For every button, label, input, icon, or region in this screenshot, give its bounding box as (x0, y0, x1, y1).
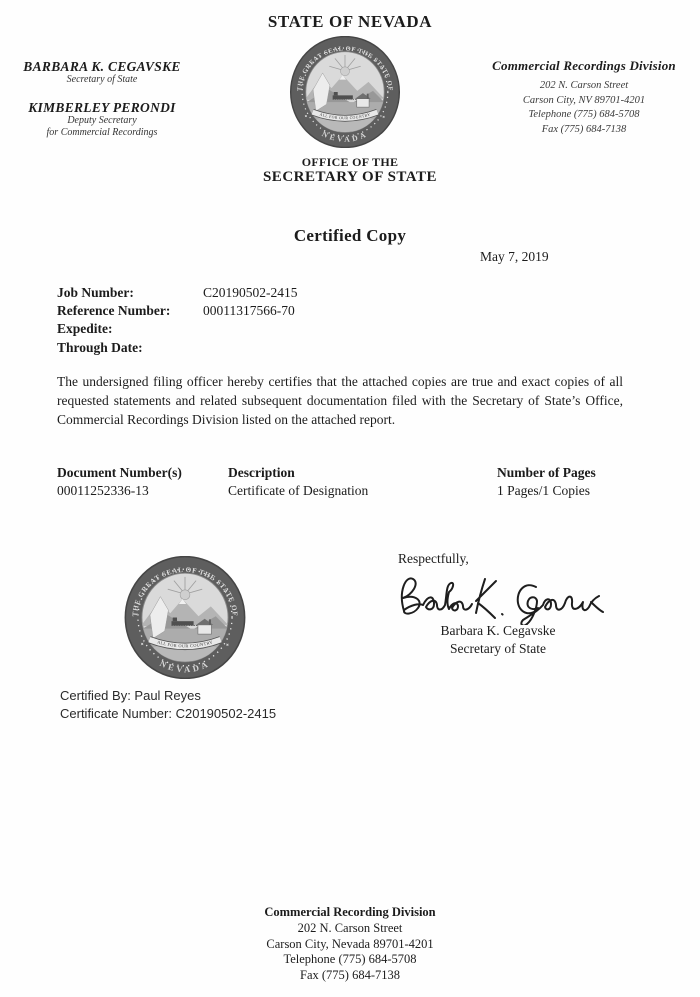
footer-division: Commercial Recording Division (264, 905, 436, 919)
division-address-line1: 202 N. Carson Street (539, 80, 629, 91)
field-row-reference-number (57, 302, 298, 320)
secretary-name: BARBARA K. CEGAVSKE (23, 59, 181, 74)
certified-by-block (60, 687, 276, 722)
state-title: STATE OF NEVADA (267, 12, 433, 31)
footer-address-line2: Carson City, Nevada 89701-4201 (266, 936, 434, 951)
field-row-through-date (57, 339, 298, 357)
secretary-title: Secretary of State (66, 74, 138, 85)
nevada-state-seal-top (289, 34, 401, 150)
secretary-of-state-line: SECRETARY OF STATE (262, 169, 438, 185)
table-header-document-number: Document Number(s) (57, 465, 182, 480)
table-cell-description: Certificate of Designation (228, 483, 369, 499)
table-cell-document-number: 00011252336-13 (57, 483, 149, 499)
footer-address-block (0, 905, 700, 984)
division-name: Commercial Recordings Division (492, 58, 676, 73)
footer-phone: Telephone (775) 684-5708 (283, 952, 417, 967)
division-address-line2: Carson City, NV 89701-4201 (522, 94, 646, 106)
field-row-expedite (57, 320, 298, 338)
officials-block (16, 59, 188, 139)
table-header-description: Description (228, 465, 295, 480)
deputy-title-line2: for Commercial Recordings (46, 127, 158, 138)
division-fax: Fax (775) 684-7138 (541, 123, 627, 135)
job-fields-block (57, 284, 298, 357)
field-label: Reference Number: (57, 303, 171, 319)
certification-paragraph: The undersigned filing officer hereby certifies that the attached copies are true and exact copies of all requested statements and related subsequent documentation filed with the Secretary of State’s Office, Commercial Recordings Division listed on the attached report. (57, 374, 623, 427)
footer-fax: Fax (775) 684-7138 (300, 968, 400, 983)
division-phone: Telephone (775) 684-5708 (528, 109, 640, 120)
nevada-state-seal-bottom (121, 556, 249, 679)
footer-address-line1: 202 N. Carson Street (297, 920, 403, 935)
field-value: C20190502-2415 (203, 285, 298, 300)
document-title: Certified Copy (293, 226, 407, 245)
field-value: 00011317566-70 (203, 303, 295, 319)
signature-handwriting (390, 567, 605, 625)
office-of-the-line: OFFICE OF THE (301, 155, 399, 169)
field-label: Job Number: (57, 285, 134, 300)
field-label: Expedite: (57, 321, 113, 337)
field-label: Through Date: (57, 339, 143, 355)
table-cell-number-of-pages: 1 Pages/1 Copies (497, 483, 590, 499)
documents-table (57, 464, 623, 500)
field-row-job-number (57, 284, 298, 302)
table-header-number-of-pages: Number of Pages (497, 465, 596, 480)
signer-name: Barbara K. Cegavske (440, 623, 556, 638)
deputy-name: KIMBERLEY PERONDI (28, 100, 176, 115)
officials-spacer (16, 86, 188, 100)
division-address-block (468, 58, 700, 137)
deputy-title-line1: Deputy Secretary (67, 115, 137, 126)
signature-salutation: Respectfully, (398, 551, 469, 566)
certificate-number: Certificate Number: C20190502-2415 (60, 705, 277, 721)
certified-by: Certified By: Paul Reyes (60, 688, 201, 703)
signer-title: Secretary of State (450, 641, 546, 656)
document-date: May 7, 2019 (480, 249, 549, 264)
